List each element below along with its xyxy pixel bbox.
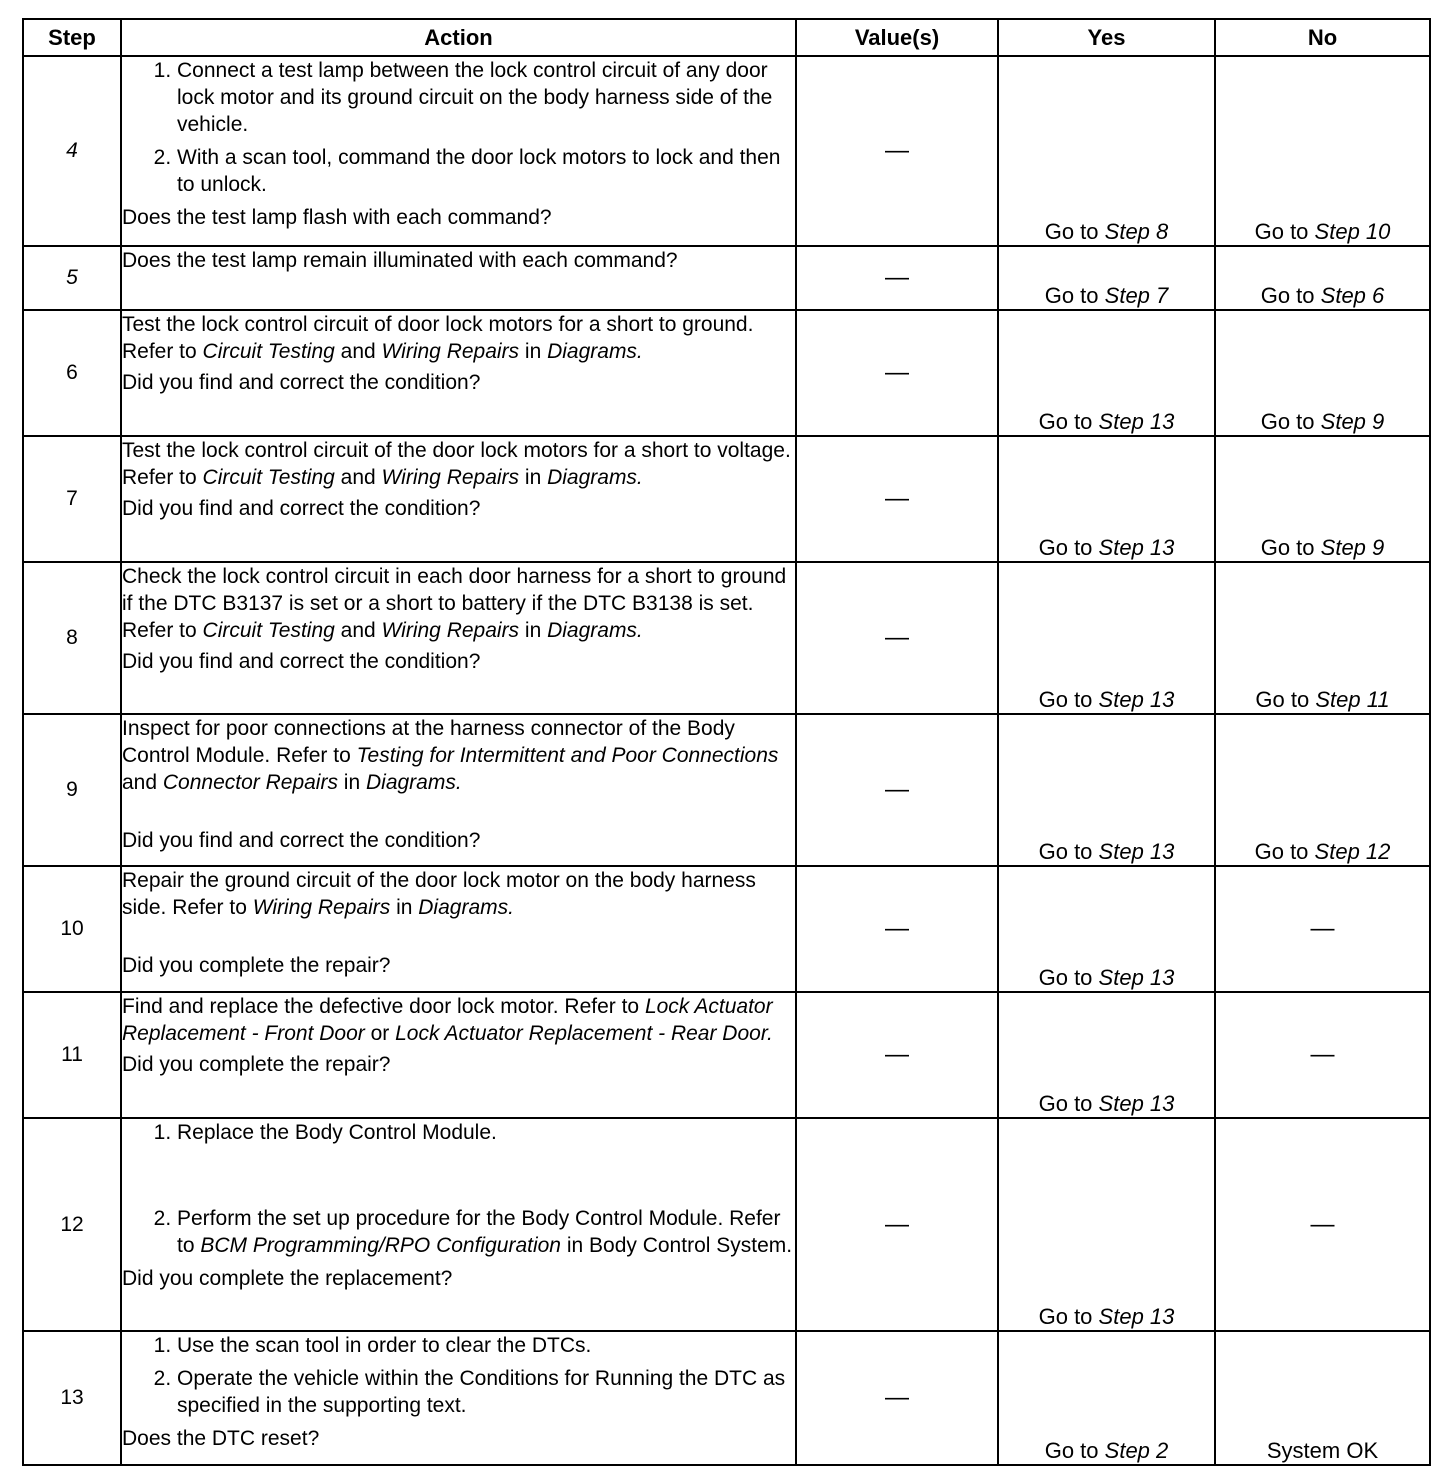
list-item: 1. Connect a test lamp between the lock control circuit of any door lock motor and its ground circuit on the body harness side of the vehicle. (177, 57, 795, 138)
action-question: Did you complete the repair? (122, 954, 391, 977)
go-to-label: Go to (1260, 535, 1315, 560)
value-cell: — (796, 436, 998, 562)
action-question: Did you complete the replacement? (122, 1267, 453, 1290)
table-row (23, 310, 1430, 436)
action-cell (121, 1118, 796, 1331)
action-list (122, 1119, 795, 1259)
yes-step-link[interactable]: Step 13 (1098, 409, 1175, 434)
yes-cell (998, 310, 1215, 436)
table-row (23, 866, 1430, 992)
list-item: 2. Operate the vehicle within the Conditions for Running the DTC as specified in the supporting text. (177, 1365, 795, 1419)
go-to-label: Go to (1260, 409, 1315, 434)
no-step-link[interactable]: Step 11 (1315, 687, 1390, 712)
no-cell (1215, 436, 1430, 562)
action-text: Check the lock control circuit in each door harness for a short to ground if the DTC B3137 is set or a short to battery if the DTC B3138 is set. Refer to Circuit Testing and Wiring Repairs in Diagrams. (122, 565, 787, 642)
no-cell: — (1215, 992, 1430, 1118)
yes-cell (998, 562, 1215, 714)
no-cell: System OK (1215, 1331, 1430, 1465)
table-row (23, 562, 1430, 714)
no-cell: — (1215, 1118, 1430, 1331)
action-question: Does the test lamp remain illuminated with each command? (122, 249, 678, 272)
go-to-label: Go to (1044, 1438, 1099, 1463)
step-number: 10 (23, 866, 121, 992)
go-to-label: Go to (1044, 283, 1099, 308)
yes-step-link[interactable]: Step 13 (1098, 1304, 1175, 1329)
go-to-label: Go to (1038, 839, 1093, 864)
yes-cell (998, 246, 1215, 310)
diagnostic-table (22, 18, 1431, 1466)
yes-cell (998, 436, 1215, 562)
value-cell: — (796, 310, 998, 436)
yes-cell (998, 714, 1215, 866)
no-step-link[interactable]: Step 10 (1314, 219, 1391, 244)
value-cell: — (796, 1118, 998, 1331)
step-number: 13 (23, 1331, 121, 1465)
no-step-link[interactable]: Step 9 (1320, 535, 1385, 560)
action-text: Test the lock control circuit of the door lock motors for a short to voltage. Refer to Circuit Testing and Wiring Repairs in Diagrams. (122, 439, 791, 489)
table-row (23, 246, 1430, 310)
step-number: 5 (23, 246, 121, 310)
action-question: Did you find and correct the condition? (122, 829, 481, 852)
table-row (23, 1331, 1430, 1465)
list-item: 2. Perform the set up procedure for the Body Control Module. Refer to BCM Programming/RPO Configuration in Body Control System. (177, 1205, 795, 1259)
go-to-label: Go to (1260, 283, 1315, 308)
yes-cell (998, 1331, 1215, 1465)
no-cell (1215, 246, 1430, 310)
go-to-label: Go to (1255, 687, 1310, 712)
no-step-link[interactable]: Step 9 (1320, 409, 1385, 434)
action-cell (121, 56, 796, 246)
go-to-label: Go to (1038, 1304, 1093, 1329)
header-values: Value(s) (796, 19, 998, 56)
action-cell (121, 310, 796, 436)
value-cell: — (796, 714, 998, 866)
header-row (23, 19, 1430, 56)
yes-step-link[interactable]: Step 13 (1098, 1091, 1175, 1116)
go-to-label: Go to (1038, 535, 1093, 560)
action-question: Does the test lamp flash with each command? (122, 206, 552, 229)
action-text: Inspect for poor connections at the harness connector of the Body Control Module. Refer to Testing for Intermittent and Poor Connections and Connector Repairs in Diagrams. (122, 717, 779, 794)
yes-cell (998, 866, 1215, 992)
no-cell (1215, 310, 1430, 436)
value-cell: — (796, 56, 998, 246)
no-cell (1215, 56, 1430, 246)
header-step: Step (23, 19, 121, 56)
no-step-link[interactable]: Step 12 (1314, 839, 1391, 864)
step-number: 4 (23, 56, 121, 246)
no-cell: — (1215, 866, 1430, 992)
action-cell (121, 1331, 796, 1465)
go-to-label: Go to (1044, 219, 1099, 244)
action-cell (121, 992, 796, 1118)
header-no: No (1215, 19, 1430, 56)
yes-cell (998, 992, 1215, 1118)
yes-step-link[interactable]: Step 2 (1104, 1438, 1169, 1463)
action-text: Test the lock control circuit of door lock motors for a short to ground. Refer to Circuit Testing and Wiring Repairs in Diagrams. (122, 313, 754, 363)
action-cell (121, 562, 796, 714)
go-to-label: Go to (1254, 219, 1309, 244)
action-cell (121, 714, 796, 866)
action-question: Did you find and correct the condition? (122, 371, 481, 394)
no-cell (1215, 562, 1430, 714)
step-number: 9 (23, 714, 121, 866)
yes-step-link[interactable]: Step 13 (1098, 965, 1175, 990)
table-row (23, 436, 1430, 562)
list-item: 2. With a scan tool, command the door lock motors to lock and then to unlock. (177, 144, 795, 198)
yes-cell (998, 1118, 1215, 1331)
table-row (23, 992, 1430, 1118)
go-to-label: Go to (1038, 409, 1093, 434)
table-row (23, 1118, 1430, 1331)
go-to-label: Go to (1038, 1091, 1093, 1116)
yes-step-link[interactable]: Step 13 (1098, 839, 1175, 864)
go-to-label: Go to (1038, 965, 1093, 990)
go-to-label: Go to (1254, 839, 1309, 864)
go-to-label: Go to (1038, 687, 1093, 712)
action-question: Does the DTC reset? (122, 1427, 320, 1450)
value-cell: — (796, 1331, 998, 1465)
step-number: 12 (23, 1118, 121, 1331)
list-item: 1. Replace the Body Control Module. (177, 1119, 795, 1146)
no-cell (1215, 714, 1430, 866)
action-question: Did you find and correct the condition? (122, 497, 481, 520)
action-question: Did you complete the repair? (122, 1053, 391, 1076)
step-number: 7 (23, 436, 121, 562)
yes-cell (998, 56, 1215, 246)
value-cell: — (796, 246, 998, 310)
header-yes: Yes (998, 19, 1215, 56)
yes-step-link[interactable]: Step 7 (1104, 283, 1169, 308)
yes-step-link[interactable]: Step 8 (1104, 219, 1169, 244)
list-item: 1. Use the scan tool in order to clear the DTCs. (177, 1332, 795, 1359)
action-text: Find and replace the defective door lock motor. Refer to Lock Actuator Replacement - Front Door or Lock Actuator Replacement - Rear Door. (122, 995, 773, 1045)
action-question: Did you find and correct the condition? (122, 650, 481, 673)
no-step-link[interactable]: Step 6 (1320, 283, 1385, 308)
header-action: Action (121, 19, 796, 56)
yes-step-link[interactable]: Step 13 (1098, 535, 1175, 560)
action-cell (121, 436, 796, 562)
value-cell: — (796, 992, 998, 1118)
action-list (122, 1332, 795, 1419)
table-row (23, 714, 1430, 866)
action-cell (121, 866, 796, 992)
table-row (23, 56, 1430, 246)
action-list (122, 57, 795, 198)
action-text: Repair the ground circuit of the door lock motor on the body harness side. Refer to Wiring Repairs in Diagrams. (122, 869, 756, 919)
step-number: 6 (23, 310, 121, 436)
action-cell (121, 246, 796, 310)
value-cell: — (796, 866, 998, 992)
value-cell: — (796, 562, 998, 714)
step-number: 8 (23, 562, 121, 714)
step-number: 11 (23, 992, 121, 1118)
yes-step-link[interactable]: Step 13 (1098, 687, 1175, 712)
